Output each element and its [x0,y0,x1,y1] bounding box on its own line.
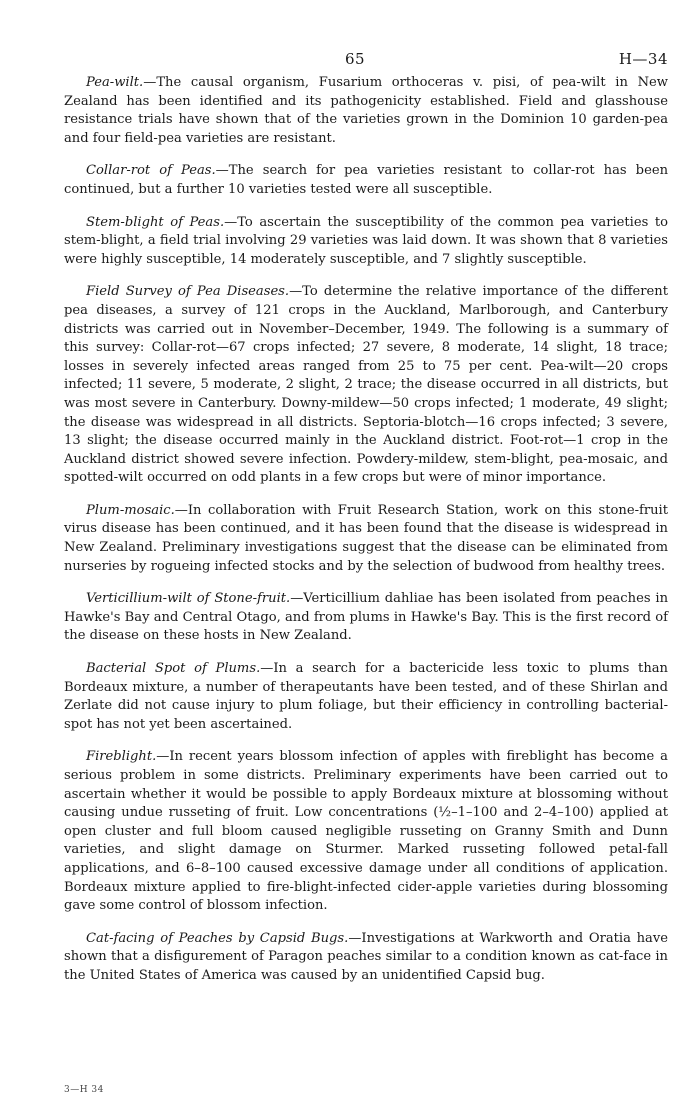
document-code: H—34 [618,50,668,68]
paragraph-cat-facing [64,930,668,986]
paragraph-body: —In collaboration with Fruit Research Station, work on this stone-fruit virus disease has been continued, and it has been found that the disease is widespread in New Zealand. Preliminary investigations suggest that the disease can be eliminated from nurseries by rogueing infected stocks and by the selection of budwood from healthy trees. [64,502,668,574]
paragraph-body: —Investigations at Warkworth and Oratia have shown that a disfigurement of Paragon peaches similar to a condition known as cat-face in the United States of America was caused by an unidentified Capsid bug. [64,930,668,983]
paragraph-pea-wilt [64,74,668,148]
paragraph-heading: Fireblight. [86,749,157,765]
paragraph-body: —Verticillium dahliae has been isolated from peaches in Hawke's Bay and Central Otago, and from plums in Hawke's Bay. This is the first record of the disease on these hosts in New Zealand. [64,591,668,644]
page-footer-signature: 3—H 34 [64,1085,104,1095]
paragraph-heading: Field Survey of Pea Diseases. [86,284,290,300]
paragraph-verticillium-wilt [64,590,668,646]
paragraph-bacterial-spot [64,660,668,734]
paragraph-body: —In recent years blossom infection of apples with fireblight has become a serious problem in some districts. Preliminary experiments have been carried out to ascertain whether it would be possible to apply Bordeaux mixture at blossoming without causing undue russeting of fruit. Low concentrations (½–1–100 and 2–4–100) applied at open cluster and full bloom caused negligible russeting on Granny Smith and Dunn varieties, and slight damage on Sturmer. Marked russeting followed petal-fall applications, and 6–8–100 caused excessive damage under all conditions of application. Bordeaux mixture applied to fire-blight-infected cider-apple varieties during blossoming gave some control of blossom infection. [64,749,668,914]
paragraph-heading: Bacterial Spot of Plums. [86,661,261,677]
document-page [64,40,668,1000]
paragraph-heading: Stem-blight of Peas. [86,214,225,230]
paragraph-fireblight [64,748,668,915]
paragraph-heading: Pea-wilt. [86,75,144,90]
paragraph-heading: Verticillium-wilt of Stone-fruit. [86,591,291,607]
paragraph-heading: Cat-facing of Peaches by Capsid Bugs. [86,930,349,946]
paragraph-body: —In a search for a bactericide less toxic to plums than Bordeaux mixture, a number of therapeutants have been tested, and of these Shirlan and Zerlate did not cause injury to plum foliage, but their efficiency in controlling bacterial-spot has not yet been ascertained. [64,661,668,732]
page-header [64,40,668,74]
paragraph-heading: Plum-mosaic. [86,502,175,518]
paragraph-field-survey [64,283,668,488]
paragraph-body: —The search for pea varieties resistant to collar-rot has been continued, but a further 10 varieties tested were all susceptible. [64,163,668,197]
paragraph-plum-mosaic [64,502,668,576]
paragraph-heading: Collar-rot of Peas. [86,163,216,179]
page-number: 65 [345,50,366,68]
paragraph-body: —To ascertain the susceptibility of the common pea varieties to stem-blight, a field trial involving 29 varieties was laid down. It was shown that 8 varieties were highly susceptible, 14 moderately susceptible, and 7 slightly susceptible. [64,214,668,267]
paragraph-body: —The causal organism, Fusarium orthoceras v. pisi, of pea-wilt in New Zealand has been identified and its pathogenicity established. Field and glasshouse resistance trials have shown that of the varieties grown in the Dominion 10 garden-pea and four field-pea varieties are resistant. [64,75,668,146]
paragraph-body: —To determine the relative importance of the different pea diseases, a survey of 121 crops in the Auckland, Marlborough, and Canterbury districts was carried out in November–December, 1949. The following is a summary of this survey: Collar-rot—67 crops infected; 27 severe, 8 moderate, 14 slight, 18 trace; losses in severely infected areas ranged from 25 to 75 per cent. Pea-wilt—20 crops infected; 11 severe, 5 moderate, 2 slight, 2 trace; the disease occurred in all districts, but was most severe in Canterbury. Downy-mildew—50 crops infected; 1 moderate, 49 slight; the disease was widespread in all districts. Septoria-blotch—16 crops infected; 3 severe, 13 slight; the disease occurred mainly in the Auckland district. Foot-rot—1 crop in the Auckland district showed severe infection. Powdery-mildew, stem-blight, pea-mosaic, and spotted-wilt occurred on odd plants in a few crops but were of minor importance. [64,284,669,486]
paragraph-collar-rot [64,162,668,199]
paragraph-stem-blight [64,214,668,270]
